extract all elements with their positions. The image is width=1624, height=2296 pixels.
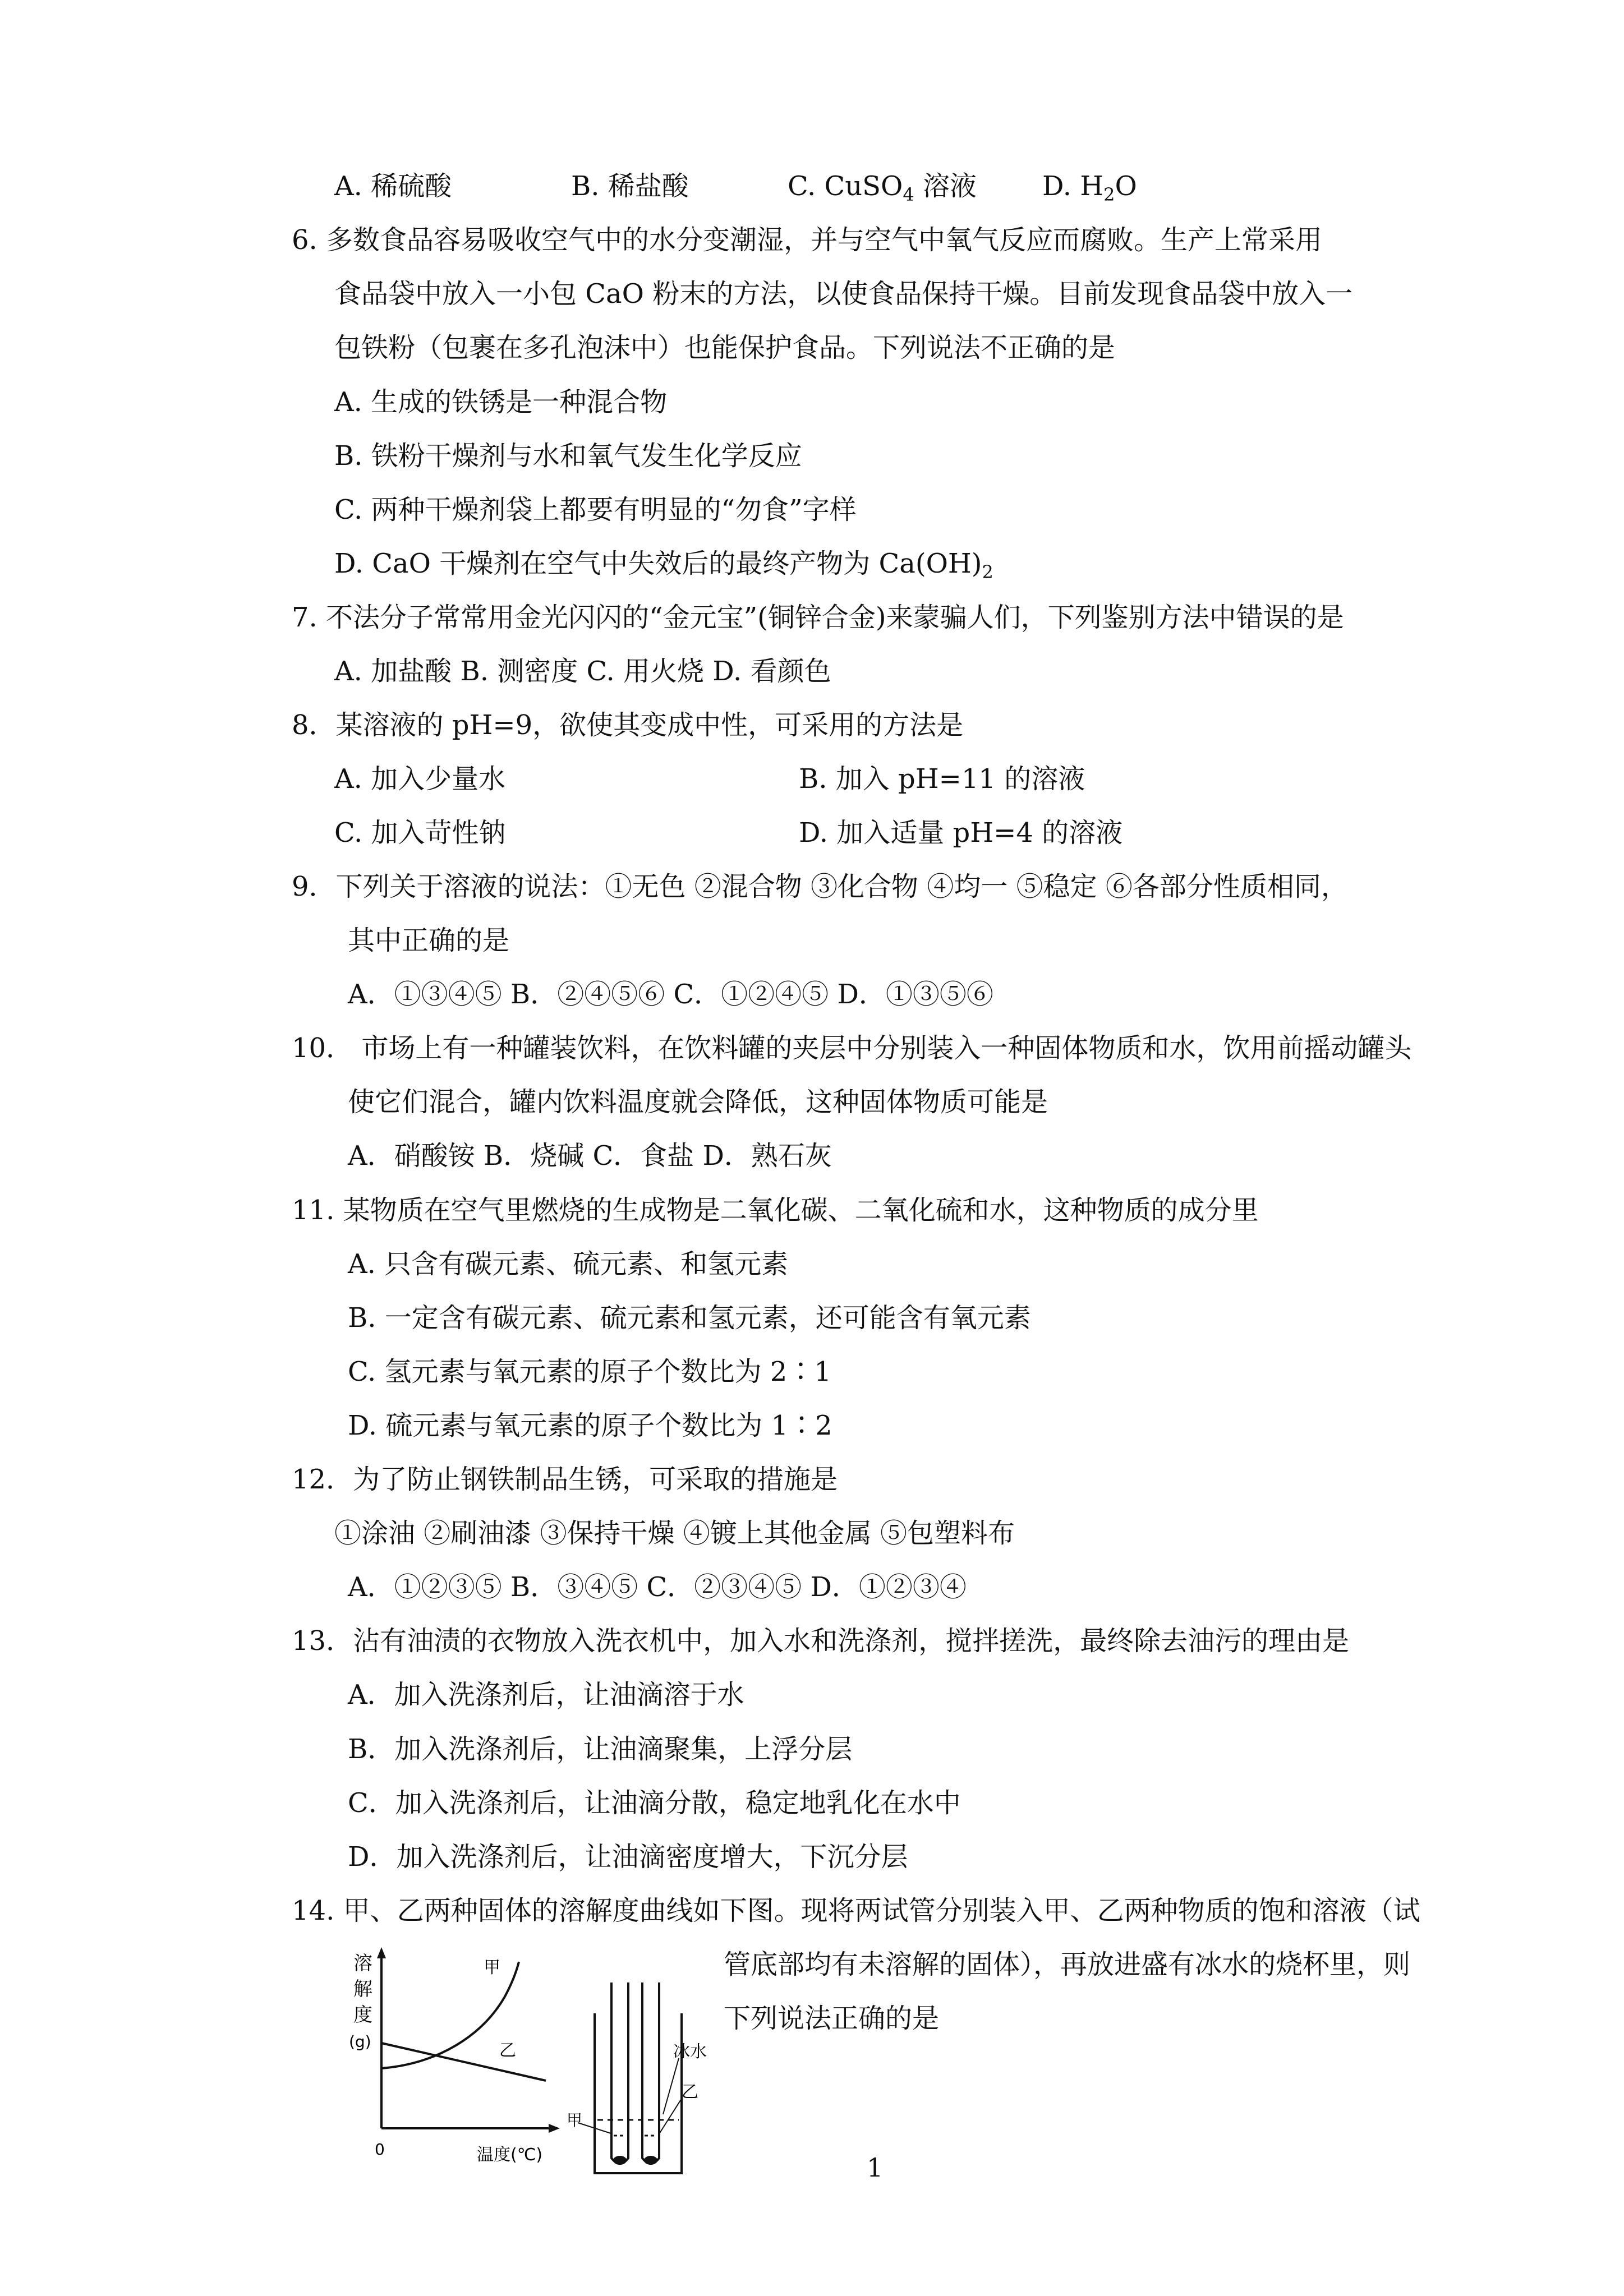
q11-option-c: C. 氢元素与氧元素的原子个数比为 2∶1 <box>348 1356 831 1387</box>
x-axis-arrow <box>549 2124 560 2133</box>
q9-stem: 9．下列关于溶液的说法：①无色 ②混合物 ③化合物 ④均一 ⑤稳定 ⑥各部分性质相同， <box>292 871 1348 902</box>
q13-option-a: A．加入洗涤剂后，让油滴溶于水 <box>348 1679 744 1711</box>
ylabel-char-2: 解 <box>353 1978 372 2000</box>
curve-jia <box>381 1962 519 2068</box>
q6-stem-line3: 包铁粉（包裹在多孔泡沫中）也能保护食品。下列说法不正确的是 <box>334 332 1116 363</box>
q8-stem: 8．某溶液的 pH=9，欲使其变成中性，可采用的方法是 <box>292 709 964 741</box>
q14-stem-line2: 管底部均有未溶解的固体），再放进盛有冰水的烧杯里，则 <box>724 1949 1411 1980</box>
q8-option-c: C. 加入苛性钠 <box>334 817 506 849</box>
beaker-figure <box>567 1980 718 2182</box>
q7-stem: 7. 不法分子常常用金光闪闪的“金元宝”(铜锌合金)来蒙骗人们，下列鉴别方法中错误的是 <box>292 602 1344 633</box>
origin-label: 0 <box>375 2140 385 2159</box>
q13-stem: 13．沾有油渍的衣物放入洗衣机中，加入水和洗涤剂，搅拌搓洗，最终除去油污的理由是 <box>292 1625 1350 1657</box>
q11-option-d: D. 硫元素与氧元素的原子个数比为 1∶2 <box>348 1410 832 1441</box>
label-jia: 甲 <box>567 2111 583 2129</box>
test-tube-yi <box>642 1983 659 2164</box>
q6-option-d: D. CaO 干燥剂在空气中失效后的最终产物为 $Ca(OH)_2$ <box>334 548 993 583</box>
leader-yi <box>659 2099 682 2134</box>
q5-option-a: A. 稀硫酸 <box>334 170 452 202</box>
tube-jia-solid <box>613 2156 627 2165</box>
q6-stem-line2: 食品袋中放入一小包 CaO 粉末的方法，以使食品保持干燥。目前发现食品袋中放入一 <box>334 278 1353 310</box>
y-axis-arrow <box>377 1947 386 1958</box>
q11-option-a: A. 只含有碳元素、硫元素、和氢元素 <box>348 1248 789 1280</box>
q10-stem: 10． 市场上有一种罐装饮料，在饮料罐的夹层中分别装入一种固体物质和水，饮用前摇动罐头 <box>292 1032 1412 1064</box>
q6-option-a: A. 生成的铁锈是一种混合物 <box>334 386 668 418</box>
ylabel-unit: (g) <box>349 2032 371 2051</box>
q7-options: A. 加盐酸 B. 测密度 C. 用火烧 D. 看颜色 <box>334 656 831 687</box>
curve-yi-label: 乙 <box>499 2041 516 2060</box>
q14-stem: 14. 甲、乙两种固体的溶解度曲线如下图。现将两试管分别装入甲、乙两种物质的饱和溶液（试 <box>292 1895 1420 1926</box>
q10-options: A．硝酸铵 B．烧碱 C．食盐 D．熟石灰 <box>348 1140 832 1172</box>
label-yi: 乙 <box>682 2082 698 2102</box>
solubility-curve-figure <box>337 1946 561 2170</box>
q14-stem-line3: 下列说法正确的是 <box>724 2003 940 2034</box>
page-number: 1 <box>867 2152 884 2183</box>
q13-option-b: B．加入洗涤剂后，让油滴聚集，上浮分层 <box>348 1733 853 1765</box>
q13-option-c: C．加入洗涤剂后，让油滴分散，稳定地乳化在水中 <box>348 1787 961 1819</box>
test-tube-jia <box>611 1983 628 2164</box>
ylabel-char-3: 度 <box>353 2004 372 2026</box>
curve-jia-label: 甲 <box>484 1958 500 1977</box>
q12-items: ①涂油 ②刷油漆 ③保持干燥 ④镀上其他金属 ⑤包塑料布 <box>334 1518 1015 1549</box>
q8-option-a: A. 加入少量水 <box>334 763 506 795</box>
q8-option-b: B. 加入 pH=11 的溶液 <box>799 763 1085 795</box>
q6-stem-line1: 6. 多数食品容易吸收空气中的水分变潮湿，并与空气中氧气反应而腐败。生产上常采用 <box>292 224 1323 256</box>
q6-option-c: C. 两种干燥剂袋上都要有明显的“勿食”字样 <box>334 494 857 525</box>
q12-options: A．①②③⑤ B．③④⑤ C．②③④⑤ D．①②③④ <box>348 1571 967 1603</box>
q11-stem: 11. 某物质在空气里燃烧的生成物是二氧化碳、二氧化硫和水，这种物质的成分里 <box>292 1195 1259 1226</box>
q5-option-b: B. 稀盐酸 <box>571 170 689 202</box>
ylabel-char-1: 溶 <box>353 1952 372 1975</box>
q9-stem-line2: 其中正确的是 <box>348 925 510 956</box>
q8-option-d: D. 加入适量 pH=4 的溶液 <box>799 817 1123 849</box>
label-ice-water: 冰水 <box>673 2042 707 2062</box>
q12-stem: 12．为了防止钢铁制品生锈，可采取的措施是 <box>292 1464 838 1495</box>
q6-option-b: B. 铁粉干燥剂与水和氧气发生化学反应 <box>334 440 802 472</box>
q5-option-d: D. $H_2O$ <box>1042 170 1137 205</box>
tube-yi-solid <box>644 2156 657 2165</box>
q5-option-c: C. CuSO$_4$ 溶液 <box>788 170 977 205</box>
q13-option-d: D．加入洗涤剂后，让油滴密度增大，下沉分层 <box>348 1841 908 1873</box>
q10-stem-line2: 使它们混合，罐内饮料温度就会降低，这种固体物质可能是 <box>348 1086 1048 1118</box>
curve-yi <box>381 2043 546 2081</box>
q9-options: A．①③④⑤ B．②④⑤⑥ C．①②④⑤ D．①③⑤⑥ <box>348 979 993 1010</box>
q11-option-b: B. 一定含有碳元素、硫元素和氢元素，还可能含有氧元素 <box>348 1302 1031 1334</box>
xlabel: 温度(℃) <box>477 2145 543 2165</box>
